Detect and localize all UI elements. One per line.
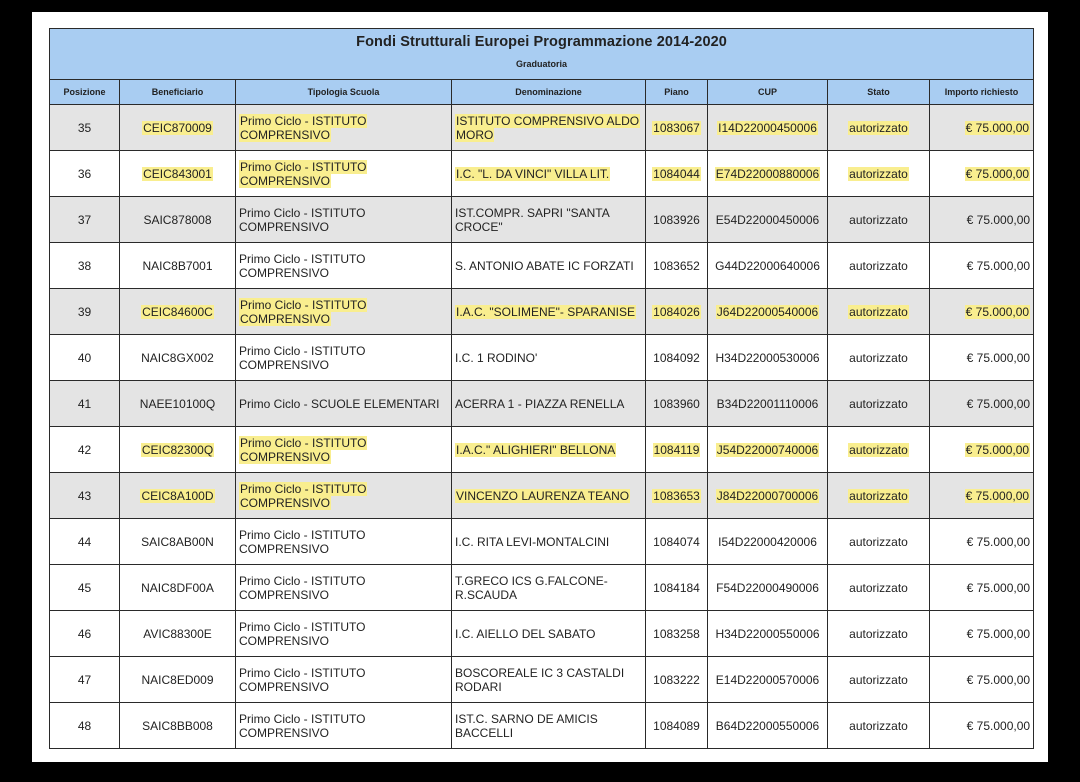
cell-denominazione-text: S. ANTONIO ABATE IC FORZATI xyxy=(455,258,634,273)
cell-posizione-text: 36 xyxy=(77,166,92,181)
cell-beneficiario xyxy=(120,611,236,657)
cell-denominazione-text: IST.C. SARNO DE AMICIS BACCELLI xyxy=(455,711,598,740)
table-row xyxy=(50,473,1034,519)
column-header-posizione: Posizione xyxy=(50,80,120,105)
cell-tipologia xyxy=(236,473,452,519)
cell-stato xyxy=(828,151,930,197)
cell-stato-text: autorizzato xyxy=(849,442,908,457)
cell-cup-text: H34D22000530006 xyxy=(715,350,820,365)
cell-stato-text: autorizzato xyxy=(849,718,908,733)
cell-beneficiario-text: CEIC82300Q xyxy=(141,442,214,457)
cell-denominazione-text: I.C. "L. DA VINCI" VILLA LIT. xyxy=(456,166,610,181)
cell-piano xyxy=(646,381,708,427)
cell-stato-text: autorizzato xyxy=(849,672,908,687)
cell-posizione xyxy=(50,427,120,473)
cell-posizione xyxy=(50,243,120,289)
cell-importo xyxy=(930,151,1034,197)
cell-importo-text: € 75.000,00 xyxy=(966,672,1031,687)
cell-beneficiario-text: SAIC878008 xyxy=(143,212,212,227)
cell-denominazione-text: ACERRA 1 - PIAZZA RENELLA xyxy=(455,396,625,411)
cell-piano xyxy=(646,519,708,565)
table-row xyxy=(50,381,1034,427)
cell-denominazione-text: BOSCOREALE IC 3 CASTALDI RODARI xyxy=(455,665,625,694)
cell-denominazione-text: ISTITUTO COMPRENSIVO ALDO MORO xyxy=(456,113,640,142)
cell-denominazione xyxy=(452,335,646,381)
cell-importo xyxy=(930,657,1034,703)
column-header-stato: Stato xyxy=(828,80,930,105)
cell-cup-text: E14D22000570006 xyxy=(715,672,820,687)
table-title-cell xyxy=(50,29,1034,80)
cell-posizione xyxy=(50,335,120,381)
cell-importo-text: € 75.000,00 xyxy=(965,304,1030,319)
cell-tipologia xyxy=(236,427,452,473)
cell-piano xyxy=(646,335,708,381)
cell-beneficiario xyxy=(120,473,236,519)
cell-stato xyxy=(828,289,930,335)
cell-posizione-text: 44 xyxy=(77,534,92,549)
cell-stato xyxy=(828,657,930,703)
cell-posizione-text: 46 xyxy=(77,626,92,641)
cell-stato-text: autorizzato xyxy=(849,258,908,273)
cell-beneficiario xyxy=(120,427,236,473)
cell-posizione xyxy=(50,519,120,565)
cell-stato xyxy=(828,335,930,381)
cell-tipologia-text: Primo Ciclo - ISTITUTO COMPRENSIVO xyxy=(240,297,367,326)
cell-beneficiario xyxy=(120,243,236,289)
cell-tipologia xyxy=(236,243,452,289)
cell-stato-text: autorizzato xyxy=(849,120,908,135)
cell-denominazione xyxy=(452,427,646,473)
cell-importo xyxy=(930,381,1034,427)
cell-tipologia-text: Primo Ciclo - ISTITUTO COMPRENSIVO xyxy=(239,573,366,602)
cell-piano-text: 1084074 xyxy=(653,534,700,549)
cell-denominazione xyxy=(452,197,646,243)
cell-importo-text: € 75.000,00 xyxy=(965,442,1030,457)
cell-cup xyxy=(708,105,828,151)
cell-beneficiario-text: NAIC8DF00A xyxy=(141,580,214,595)
cell-stato-text: autorizzato xyxy=(849,580,908,595)
cell-cup-text: F54D22000490006 xyxy=(716,580,819,595)
cell-importo-text: € 75.000,00 xyxy=(965,120,1030,135)
cell-tipologia xyxy=(236,105,452,151)
cell-importo xyxy=(930,703,1034,749)
table-row xyxy=(50,657,1034,703)
cell-stato xyxy=(828,243,930,289)
cell-stato xyxy=(828,381,930,427)
cell-denominazione-text: VINCENZO LAURENZA TEANO xyxy=(456,488,630,503)
cell-posizione-text: 48 xyxy=(77,718,92,733)
cell-tipologia xyxy=(236,611,452,657)
cell-importo xyxy=(930,243,1034,289)
cell-beneficiario-text: CEIC870009 xyxy=(143,120,212,135)
cell-stato-text: autorizzato xyxy=(849,534,908,549)
cell-stato xyxy=(828,427,930,473)
cell-tipologia xyxy=(236,381,452,427)
cell-tipologia-text: Primo Ciclo - ISTITUTO COMPRENSIVO xyxy=(239,665,366,694)
cell-importo-text: € 75.000,00 xyxy=(966,396,1031,411)
cell-tipologia xyxy=(236,565,452,611)
cell-piano xyxy=(646,565,708,611)
column-header-tipologia: Tipologia Scuola xyxy=(236,80,452,105)
cell-importo xyxy=(930,519,1034,565)
cell-importo-text: € 75.000,00 xyxy=(966,258,1031,273)
cell-posizione xyxy=(50,565,120,611)
cell-importo-text: € 75.000,00 xyxy=(966,718,1031,733)
cell-cup-text: I54D22000420006 xyxy=(718,534,817,549)
cell-piano-text: 1084092 xyxy=(653,350,700,365)
cell-piano-text: 1083653 xyxy=(653,488,700,503)
cell-tipologia xyxy=(236,703,452,749)
cell-tipologia xyxy=(236,197,452,243)
cell-tipologia-text: Primo Ciclo - ISTITUTO COMPRENSIVO xyxy=(239,527,366,556)
cell-stato xyxy=(828,197,930,243)
cell-beneficiario xyxy=(120,197,236,243)
cell-tipologia-text: Primo Ciclo - ISTITUTO COMPRENSIVO xyxy=(239,711,366,740)
cell-beneficiario-text: CEIC84600C xyxy=(142,304,213,319)
cell-denominazione xyxy=(452,151,646,197)
cell-posizione xyxy=(50,657,120,703)
cell-tipologia-text: Primo Ciclo - ISTITUTO COMPRENSIVO xyxy=(240,435,367,464)
cell-cup-text: G44D22000640006 xyxy=(715,258,820,273)
cell-importo-text: € 75.000,00 xyxy=(966,626,1031,641)
cell-importo xyxy=(930,427,1034,473)
cell-denominazione xyxy=(452,519,646,565)
cell-importo xyxy=(930,105,1034,151)
table-row xyxy=(50,519,1034,565)
cell-beneficiario xyxy=(120,565,236,611)
cell-beneficiario-text: SAIC8AB00N xyxy=(141,534,214,549)
cell-tipologia-text: Primo Ciclo - ISTITUTO COMPRENSIVO xyxy=(239,205,366,234)
cell-piano-text: 1084089 xyxy=(653,718,700,733)
cell-stato xyxy=(828,519,930,565)
cell-denominazione-text: T.GRECO ICS G.FALCONE-R.SCAUDA xyxy=(455,573,608,602)
cell-importo-text: € 75.000,00 xyxy=(966,212,1031,227)
cell-tipologia-text: Primo Ciclo - SCUOLE ELEMENTARI xyxy=(239,396,440,411)
cell-piano-text: 1083652 xyxy=(653,258,700,273)
table-row xyxy=(50,105,1034,151)
cell-importo-text: € 75.000,00 xyxy=(966,350,1031,365)
cell-piano xyxy=(646,105,708,151)
cell-denominazione-text: I.A.C. "SOLIMENE"- SPARANISE xyxy=(456,304,636,319)
table-row xyxy=(50,427,1034,473)
cell-tipologia-text: Primo Ciclo - ISTITUTO COMPRENSIVO xyxy=(239,343,366,372)
cell-beneficiario xyxy=(120,335,236,381)
cell-posizione-text: 45 xyxy=(77,580,92,595)
cell-posizione xyxy=(50,381,120,427)
cell-importo-text: € 75.000,00 xyxy=(965,166,1030,181)
cell-cup xyxy=(708,611,828,657)
column-header-importo: Importo richiesto xyxy=(930,80,1034,105)
cell-stato-text: autorizzato xyxy=(849,396,908,411)
cell-piano xyxy=(646,243,708,289)
cell-tipologia-text: Primo Ciclo - ISTITUTO COMPRENSIVO xyxy=(240,113,367,142)
cell-posizione xyxy=(50,151,120,197)
cell-denominazione xyxy=(452,473,646,519)
cell-tipologia-text: Primo Ciclo - ISTITUTO COMPRENSIVO xyxy=(240,481,367,510)
cell-beneficiario-text: SAIC8BB008 xyxy=(142,718,213,733)
cell-importo xyxy=(930,289,1034,335)
cell-importo xyxy=(930,335,1034,381)
cell-posizione-text: 35 xyxy=(77,120,92,135)
cell-piano-text: 1083960 xyxy=(653,396,700,411)
table-row xyxy=(50,703,1034,749)
cell-stato-text: autorizzato xyxy=(849,166,908,181)
cell-stato-text: autorizzato xyxy=(849,304,908,319)
cell-posizione xyxy=(50,473,120,519)
cell-posizione xyxy=(50,105,120,151)
cell-cup xyxy=(708,519,828,565)
cell-piano-text: 1084119 xyxy=(653,442,700,457)
cell-posizione-text: 43 xyxy=(77,488,92,503)
cell-cup xyxy=(708,381,828,427)
table-row xyxy=(50,611,1034,657)
cell-tipologia xyxy=(236,289,452,335)
column-header-cup: CUP xyxy=(708,80,828,105)
cell-denominazione-text: I.C. AIELLO DEL SABATO xyxy=(455,626,596,641)
cell-denominazione-text: I.C. 1 RODINO' xyxy=(455,350,538,365)
cell-cup xyxy=(708,289,828,335)
cell-cup-text: B34D22001110006 xyxy=(716,396,819,411)
table-row xyxy=(50,289,1034,335)
cell-piano xyxy=(646,151,708,197)
cell-piano-text: 1084184 xyxy=(653,580,700,595)
cell-denominazione xyxy=(452,703,646,749)
cell-posizione xyxy=(50,703,120,749)
cell-stato-text: autorizzato xyxy=(849,626,908,641)
cell-cup xyxy=(708,243,828,289)
cell-beneficiario xyxy=(120,151,236,197)
cell-stato-text: autorizzato xyxy=(849,350,908,365)
cell-stato xyxy=(828,105,930,151)
cell-posizione-text: 42 xyxy=(77,442,92,457)
column-header-row xyxy=(50,80,1034,105)
column-header-denominazione: Denominazione xyxy=(452,80,646,105)
column-header-piano: Piano xyxy=(646,80,708,105)
table-row xyxy=(50,335,1034,381)
cell-cup-text: J54D22000740006 xyxy=(716,442,819,457)
cell-cup xyxy=(708,565,828,611)
cell-cup-text: J64D22000540006 xyxy=(716,304,819,319)
cell-cup xyxy=(708,657,828,703)
cell-denominazione xyxy=(452,565,646,611)
cell-piano xyxy=(646,473,708,519)
table-row xyxy=(50,565,1034,611)
cell-stato xyxy=(828,565,930,611)
cell-tipologia-text: Primo Ciclo - ISTITUTO COMPRENSIVO xyxy=(240,159,367,188)
cell-piano-text: 1084044 xyxy=(653,166,700,181)
cell-cup xyxy=(708,151,828,197)
cell-posizione-text: 39 xyxy=(77,304,92,319)
cell-beneficiario xyxy=(120,703,236,749)
cell-cup xyxy=(708,703,828,749)
cell-importo xyxy=(930,473,1034,519)
cell-importo-text: € 75.000,00 xyxy=(965,488,1030,503)
cell-posizione-text: 47 xyxy=(77,672,92,687)
cell-piano-text: 1083258 xyxy=(653,626,700,641)
cell-stato xyxy=(828,473,930,519)
cell-beneficiario xyxy=(120,657,236,703)
cell-beneficiario-text: NAIC8GX002 xyxy=(141,350,214,365)
cell-piano-text: 1083222 xyxy=(653,672,700,687)
cell-beneficiario-text: CEIC8A100D xyxy=(141,488,214,503)
table-row xyxy=(50,243,1034,289)
cell-beneficiario xyxy=(120,105,236,151)
cell-denominazione-text: IST.COMPR. SAPRI "SANTA CROCE" xyxy=(455,205,610,234)
cell-importo-text: € 75.000,00 xyxy=(966,534,1031,549)
cell-posizione-text: 38 xyxy=(77,258,92,273)
cell-importo xyxy=(930,565,1034,611)
cell-piano xyxy=(646,657,708,703)
column-header-beneficiario: Beneficiario xyxy=(120,80,236,105)
ranking-table xyxy=(49,28,1034,749)
cell-piano xyxy=(646,703,708,749)
document-page xyxy=(32,12,1048,762)
cell-denominazione xyxy=(452,611,646,657)
cell-denominazione xyxy=(452,105,646,151)
cell-posizione xyxy=(50,289,120,335)
cell-cup-text: I14D22000450006 xyxy=(718,120,817,135)
cell-stato xyxy=(828,703,930,749)
table-row xyxy=(50,151,1034,197)
cell-cup xyxy=(708,197,828,243)
cell-beneficiario-text: AVIC88300E xyxy=(143,626,212,641)
cell-beneficiario xyxy=(120,381,236,427)
table-row xyxy=(50,197,1034,243)
cell-cup-text: E74D22000880006 xyxy=(715,166,820,181)
cell-beneficiario-text: CEIC843001 xyxy=(143,166,212,181)
cell-cup-text: H34D22000550006 xyxy=(715,626,820,641)
cell-piano-text: 1084026 xyxy=(653,304,700,319)
table-body xyxy=(50,105,1034,749)
cell-beneficiario-text: NAEE10100Q xyxy=(139,396,216,411)
cell-beneficiario xyxy=(120,289,236,335)
table-subtitle: Graduatoria xyxy=(516,59,568,69)
cell-piano xyxy=(646,289,708,335)
cell-cup-text: E54D22000450006 xyxy=(715,212,820,227)
cell-piano xyxy=(646,427,708,473)
cell-importo xyxy=(930,611,1034,657)
cell-posizione-text: 37 xyxy=(77,212,92,227)
cell-tipologia xyxy=(236,335,452,381)
cell-denominazione xyxy=(452,289,646,335)
cell-piano xyxy=(646,611,708,657)
cell-denominazione xyxy=(452,243,646,289)
cell-cup xyxy=(708,473,828,519)
cell-piano xyxy=(646,197,708,243)
cell-tipologia-text: Primo Ciclo - ISTITUTO COMPRENSIVO xyxy=(239,251,366,280)
table-title: Fondi Strutturali Europei Programmazione 2014-2020 xyxy=(356,34,727,50)
cell-cup xyxy=(708,335,828,381)
cell-cup-text: B64D22000550006 xyxy=(715,718,820,733)
cell-posizione xyxy=(50,611,120,657)
cell-denominazione-text: I.C. RITA LEVI-MONTALCINI xyxy=(455,534,610,549)
cell-stato xyxy=(828,611,930,657)
cell-beneficiario xyxy=(120,519,236,565)
cell-posizione-text: 41 xyxy=(77,396,92,411)
cell-denominazione xyxy=(452,381,646,427)
cell-stato-text: autorizzato xyxy=(849,488,908,503)
cell-denominazione-text: I.A.C." ALIGHIERI" BELLONA xyxy=(456,442,616,457)
cell-tipologia-text: Primo Ciclo - ISTITUTO COMPRENSIVO xyxy=(239,619,366,648)
cell-tipologia xyxy=(236,151,452,197)
cell-beneficiario-text: NAIC8ED009 xyxy=(141,672,214,687)
cell-piano-text: 1083067 xyxy=(653,120,700,135)
cell-importo-text: € 75.000,00 xyxy=(966,580,1031,595)
cell-importo xyxy=(930,197,1034,243)
cell-tipologia xyxy=(236,657,452,703)
cell-tipologia xyxy=(236,519,452,565)
cell-beneficiario-text: NAIC8B7001 xyxy=(142,258,213,273)
cell-cup xyxy=(708,427,828,473)
cell-cup-text: J84D22000700006 xyxy=(716,488,819,503)
cell-posizione-text: 40 xyxy=(77,350,92,365)
cell-posizione xyxy=(50,197,120,243)
cell-denominazione xyxy=(452,657,646,703)
cell-piano-text: 1083926 xyxy=(653,212,700,227)
cell-stato-text: autorizzato xyxy=(849,212,908,227)
